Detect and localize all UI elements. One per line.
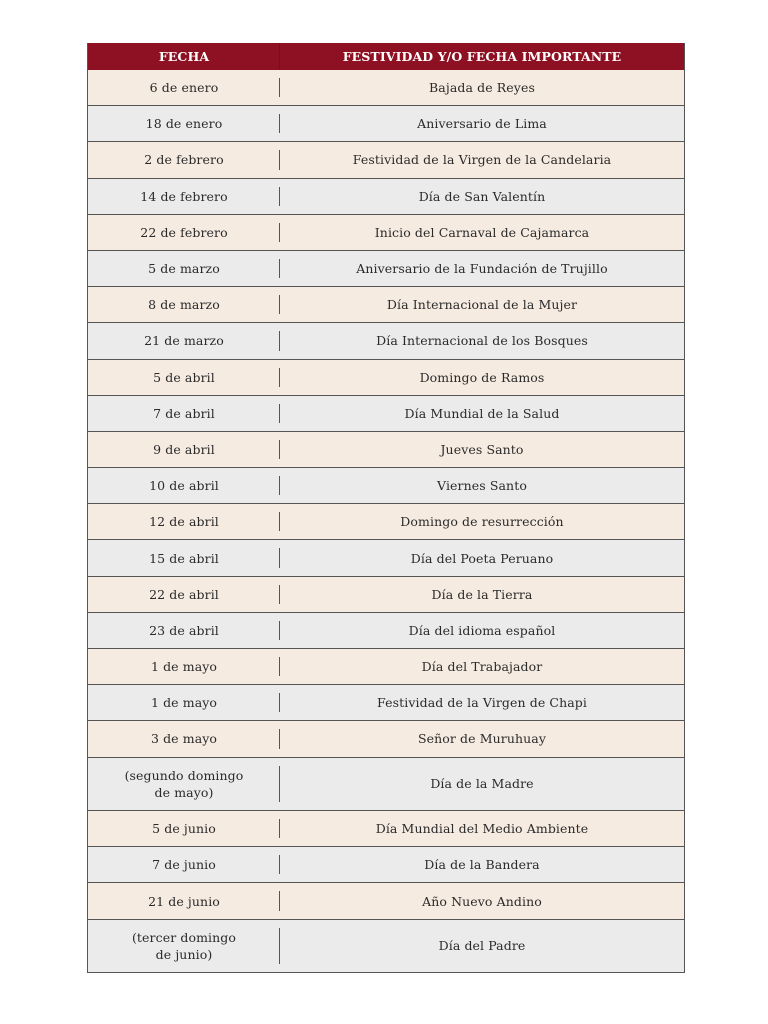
event-cell: Día de la Tierra (431, 586, 533, 602)
event-cell: Día de la Bandera (424, 857, 540, 873)
date-cell: 5 de abril (88, 360, 280, 395)
event-cell: Día Internacional de la Mujer (386, 297, 578, 313)
date-cell: 22 de abril (88, 577, 280, 612)
event-cell: Día del Padre (438, 938, 526, 954)
table-row (88, 540, 684, 576)
event-cell: Día del Poeta Peruano (410, 550, 554, 566)
date-cell: 14 de febrero (88, 179, 280, 214)
event-cell: Día Internacional de los Bosques (376, 333, 588, 349)
date-cell: 12 de abril (88, 504, 280, 539)
date-cell: (tercer domingo de junio) (88, 920, 280, 973)
table-row (88, 215, 684, 251)
event-cell: Señor de Muruhuay (417, 731, 547, 747)
table-row (88, 70, 684, 106)
event-cell: Día Mundial del Medio Ambiente (375, 821, 589, 837)
event-cell: Día de San Valentín (418, 188, 546, 204)
table-row (88, 685, 684, 721)
date-cell: 21 de marzo (88, 323, 280, 358)
table-header-row (88, 43, 684, 70)
date-cell: 2 de febrero (88, 142, 280, 177)
date-cell: (segundo domingo de mayo) (88, 758, 280, 811)
date-cell: 8 de marzo (88, 287, 280, 322)
table-row (88, 323, 684, 359)
date-cell: 7 de junio (88, 847, 280, 882)
date-cell: 15 de abril (88, 540, 280, 575)
event-cell: Domingo de Ramos (419, 369, 545, 385)
table-row (88, 721, 684, 757)
event-cell: Festividad de la Virgen de Chapi (377, 695, 587, 711)
date-cell: 21 de junio (88, 883, 280, 918)
date-cell: 22 de febrero (88, 215, 280, 250)
table-row (88, 577, 684, 613)
table-row (88, 847, 684, 883)
date-cell: 5 de marzo (88, 251, 280, 286)
event-cell: Día del idioma español (408, 622, 556, 638)
event-cell: Viernes Santo (437, 478, 527, 494)
table-row (88, 106, 684, 142)
table-row (88, 613, 684, 649)
date-cell: 3 de mayo (88, 721, 280, 756)
event-cell: Inicio del Carnaval de Cajamarca (374, 224, 590, 240)
event-cell: Aniversario de la Fundación de Trujillo (356, 261, 608, 277)
table-row (88, 360, 684, 396)
date-cell: 23 de abril (88, 613, 280, 648)
table-row (88, 811, 684, 847)
table-row (88, 142, 684, 178)
table-row (88, 287, 684, 323)
table-row (88, 758, 684, 812)
holidays-table (87, 43, 685, 973)
table-row (88, 396, 684, 432)
column-header-date: FECHA (88, 43, 280, 70)
event-cell: Aniversario de Lima (417, 116, 547, 132)
column-header-event: FESTIVIDAD Y/O FECHA IMPORTANTE (342, 49, 622, 64)
event-cell: Jueves Santo (440, 441, 524, 457)
date-cell: 7 de abril (88, 396, 280, 431)
table-row (88, 649, 684, 685)
table-row (88, 179, 684, 215)
table-row (88, 883, 684, 919)
table-row (88, 920, 684, 974)
event-cell: Día Mundial de la Salud (404, 405, 560, 421)
table-body (88, 70, 684, 973)
event-cell: Bajada de Reyes (429, 80, 535, 96)
date-cell: 5 de junio (88, 811, 280, 846)
date-cell: 10 de abril (88, 468, 280, 503)
event-cell: Día del Trabajador (421, 659, 543, 675)
event-cell: Festividad de la Virgen de la Candelaria (352, 152, 612, 168)
date-cell: 18 de enero (88, 106, 280, 141)
date-cell: 9 de abril (88, 432, 280, 467)
date-cell: 1 de mayo (88, 649, 280, 684)
table-row (88, 468, 684, 504)
date-cell: 1 de mayo (88, 685, 280, 720)
event-cell: Año Nuevo Andino (422, 893, 542, 909)
table-row (88, 251, 684, 287)
date-cell: 6 de enero (88, 70, 280, 105)
table-row (88, 432, 684, 468)
table-row (88, 504, 684, 540)
event-cell: Domingo de resurrección (400, 514, 564, 530)
event-cell: Día de la Madre (430, 776, 534, 792)
